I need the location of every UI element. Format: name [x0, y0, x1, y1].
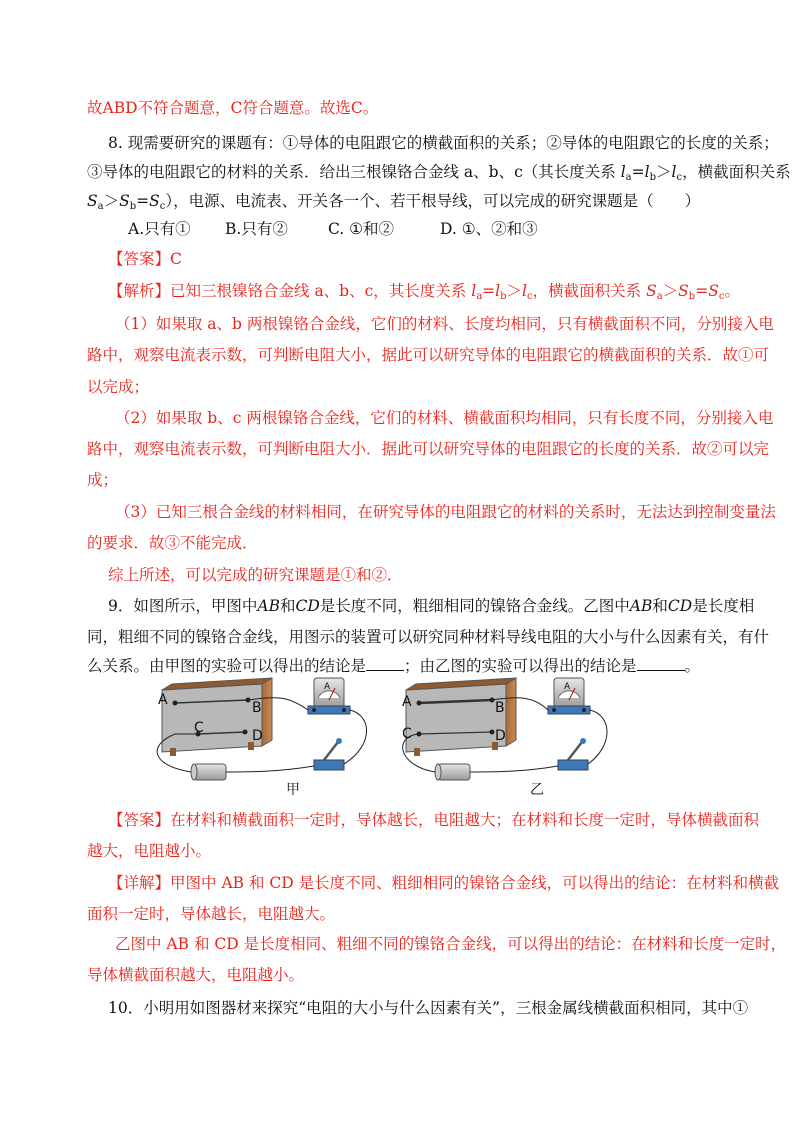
analysis-p2-line2: 路中，观察电流表示数，可判断电阻大小．据此可以研究导体的电阻跟它的长度的关系．故②可以完 — [87, 440, 770, 458]
q9-answer-1: 【答案】在材料和横截面积一定时，导体越长，电阻越大；在材料和长度一定时，导体横截面积 — [108, 811, 760, 829]
q9-detail-4: 导体横截面积越大，电阻越小。 — [87, 966, 305, 984]
caption-yi: 乙 — [530, 782, 544, 798]
q10-stem: 10．小明用如图器材来探究“电阻的大小与什么因素有关”，三根金属线横截面积相同，其中① — [108, 999, 749, 1017]
switch-yi — [558, 738, 588, 770]
label-c-yi: C — [402, 726, 412, 742]
battery-yi — [435, 764, 470, 780]
prev-conclusion: 故ABD不符合题意，C符合题意。故选C。 — [87, 99, 379, 117]
q9-detail-1: 【详解】甲图中 AB 和 CD 是长度不同、粗细相同的镍铬合金线，可以得出的结论：在材料和横截 — [108, 874, 780, 892]
label-d-jia: D — [252, 728, 263, 744]
analysis-p3-line1: （3）已知三根合金线的材料相同，在研究导体的电阻跟它的材料的关系时，无法达到控制变量法 — [115, 503, 776, 521]
label-d-yi: D — [495, 728, 506, 744]
q9-stem-3: 么关系。由甲图的实验可以得出的结论是 ；由乙图的实验可以得出的结论是 。 — [87, 657, 701, 675]
q8-stem-1: 8. 现需要研究的课题有：①导体的电阻跟它的横截面积的关系；②导体的电阻跟它的长度的关系； — [108, 134, 779, 152]
board-jia — [162, 678, 272, 756]
analysis-p3-line2: 的要求．故③不能完成． — [87, 534, 258, 552]
switch-jia — [314, 738, 344, 770]
q8-option-d: D. ①、②和③ — [440, 220, 538, 238]
label-b-yi: B — [495, 700, 505, 716]
q8-stem-3: $S_a>S_b=S_c$），电源、电流表、开关各一个、若干根导线，可以完成的研究课题是（ ） — [87, 192, 701, 212]
board-yi — [406, 678, 516, 756]
analysis-p1-line1: （1）如果取 a、b 两根镍铬合金线，它们的材料、长度均相同，只有横截面积不同，分别接入电 — [115, 315, 774, 333]
q8-stem-2: ③导体的电阻跟它的材料的关系．给出三根镍铬合金线 a、b、c（其长度关系 $l_a=l_b>l_c$，横截面积关系 — [87, 163, 791, 183]
analysis-summary: 综上所述，可以完成的研究课题是①和②． — [108, 566, 403, 584]
q8-answer: 【答案】C — [108, 250, 182, 268]
label-a-yi: A — [402, 694, 412, 710]
analysis-p1-line3: 以完成； — [87, 378, 150, 396]
ammeter-letter-jia: A — [324, 682, 331, 692]
analysis-p2-line3: 成； — [87, 471, 119, 489]
battery-jia — [191, 764, 226, 780]
analysis-p2-line1: （2）如果取 b、c 两根镍铬合金线，它们的材料、横截面积均相同，只有长度不同，分别接入电 — [115, 409, 774, 427]
q9-detail-3: 乙图中 AB 和 CD 是长度相同、粗细不同的镍铬合金线，可以得出的结论：在材料和长度一定时， — [115, 935, 787, 953]
label-a-jia: A — [158, 692, 168, 708]
q8-option-c: C. ①和② — [328, 220, 395, 238]
q9-answer-2: 越大，电阻越小。 — [87, 842, 212, 860]
circuit-figure — [148, 676, 668, 800]
ammeter-letter-yi: A — [564, 682, 571, 692]
q9-stem-2: 同，粗细不同的镍铬合金线，用图示的装置可以研究同种材料导线电阻的大小与什么因素有关，有什 — [87, 628, 770, 646]
q9-detail-2: 面积一定时，导体越长，电阻越大。 — [87, 905, 336, 923]
label-b-jia: B — [252, 700, 262, 716]
q8-analysis: 【解析】已知三根镍铬合金线 a、b、c，其长度关系 $l_a=l_b>l_c$，横截面积关系 $S_a>S_b=S_c$。 — [108, 282, 740, 302]
analysis-p1-line2: 路中，观察电流表示数，可判断电阻大小，据此可以研究导体的电阻跟它的横截面积的关系．故①可 — [87, 346, 770, 364]
label-c-jia: C — [194, 720, 204, 736]
q8-option-b: B.只有② — [225, 220, 288, 238]
q8-option-a: A.只有① — [128, 220, 191, 238]
caption-jia: 甲 — [286, 782, 300, 798]
q9-stem-1: 9．如图所示，甲图中AB和CD是长度不同，粗细相同的镍铬合金线。乙图中AB和CD是长度相 — [108, 597, 755, 615]
